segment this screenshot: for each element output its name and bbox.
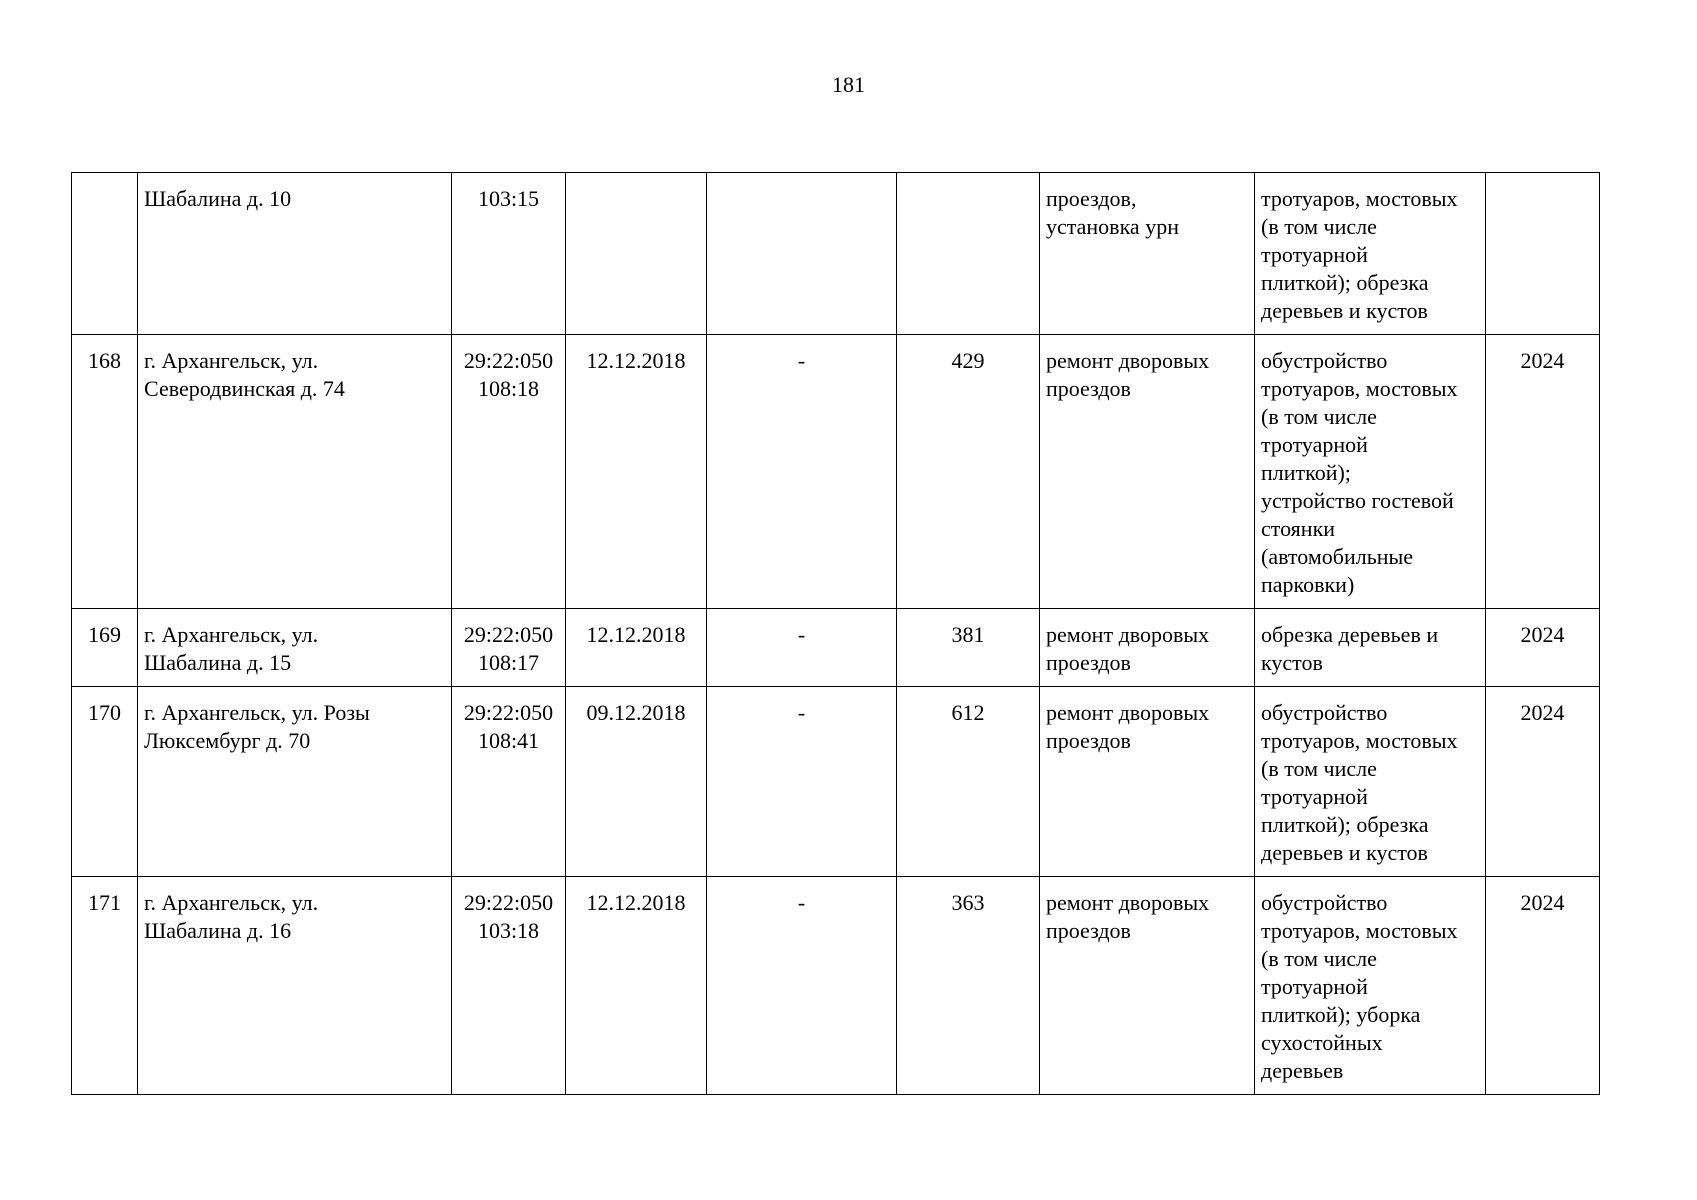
main-works-cell	[1040, 609, 1255, 687]
table-row	[72, 687, 1600, 877]
extra-column-value: -	[797, 348, 806, 373]
extra-column-cell	[707, 173, 897, 335]
row-number-cell	[72, 173, 138, 335]
date: 12.12.2018	[586, 348, 686, 373]
main-works: ремонт дворовых проездов	[1046, 348, 1210, 401]
year: 2024	[1520, 348, 1565, 373]
main-works-cell	[1040, 687, 1255, 877]
extra-column-value: -	[797, 700, 806, 725]
extra-column-cell	[707, 687, 897, 877]
address-cell	[138, 335, 452, 609]
improvement-registry-table	[71, 172, 1600, 1095]
address-cell	[138, 609, 452, 687]
date-cell	[566, 687, 707, 877]
row-number: 169	[88, 622, 121, 647]
additional-works-cell	[1255, 335, 1486, 609]
page-number: 181	[832, 72, 865, 97]
additional-works-cell	[1255, 877, 1486, 1095]
extra-column-cell	[707, 335, 897, 609]
address-cell	[138, 173, 452, 335]
main-works: проездов, установка урн	[1046, 186, 1179, 239]
main-works: ремонт дворовых проездов	[1046, 890, 1210, 943]
row-number-cell	[72, 609, 138, 687]
cadastral-number: 29:22:050 108:41	[463, 700, 554, 753]
cadastral-number-cell	[452, 877, 566, 1095]
year: 2024	[1520, 890, 1565, 915]
table-row	[72, 877, 1600, 1095]
row-number: 171	[88, 890, 121, 915]
extra-column-value: -	[797, 890, 806, 915]
address: г. Архангельск, ул. Шабалина д. 16	[144, 890, 319, 943]
cadastral-number-cell	[452, 687, 566, 877]
row-number: 168	[88, 348, 121, 373]
date: 12.12.2018	[586, 622, 686, 647]
date: 09.12.2018	[586, 700, 686, 725]
row-number-cell	[72, 687, 138, 877]
cadastral-number: 29:22:050 103:18	[463, 890, 554, 943]
year: 2024	[1520, 622, 1565, 647]
area: 612	[951, 700, 985, 725]
year-cell	[1486, 609, 1600, 687]
main-works-cell	[1040, 335, 1255, 609]
year-cell	[1486, 687, 1600, 877]
row-number-cell	[72, 877, 138, 1095]
table-row	[72, 335, 1600, 609]
address: г. Архангельск, ул. Северодвинская д. 74	[144, 348, 345, 401]
main-works-cell	[1040, 877, 1255, 1095]
additional-works-cell	[1255, 609, 1486, 687]
cadastral-number-cell	[452, 173, 566, 335]
area-cell	[897, 173, 1040, 335]
main-works: ремонт дворовых проездов	[1046, 622, 1210, 675]
year-cell	[1486, 877, 1600, 1095]
extra-column-cell	[707, 609, 897, 687]
additional-works-cell	[1255, 173, 1486, 335]
address: Шабалина д. 10	[144, 186, 292, 211]
date: 12.12.2018	[586, 890, 686, 915]
area: 363	[951, 890, 985, 915]
area: 381	[951, 622, 985, 647]
extra-column-cell	[707, 877, 897, 1095]
row-number-cell	[72, 335, 138, 609]
cadastral-number: 29:22:050 108:18	[463, 348, 554, 401]
extra-column-value: -	[797, 622, 806, 647]
main-works: ремонт дворовых проездов	[1046, 700, 1210, 753]
address-cell	[138, 877, 452, 1095]
additional-works: обрезка деревьев и кустов	[1261, 622, 1439, 675]
cadastral-number: 103:15	[477, 186, 540, 211]
additional-works: обустройство тротуаров, мостовых (в том числе тротуарной плиткой); обрезка деревьев и кустов	[1261, 700, 1458, 865]
year-cell	[1486, 335, 1600, 609]
area: 429	[951, 348, 985, 373]
date-cell	[566, 335, 707, 609]
row-number: 170	[88, 700, 121, 725]
additional-works: обустройство тротуаров, мостовых (в том числе тротуарной плиткой); устройство гостевой стоянки (автомобильные парковки)	[1261, 348, 1458, 597]
area-cell	[897, 335, 1040, 609]
date-cell	[566, 877, 707, 1095]
date-cell	[566, 609, 707, 687]
additional-works: тротуаров, мостовых (в том числе тротуарной плиткой); обрезка деревьев и кустов	[1261, 186, 1458, 323]
table-row	[72, 173, 1600, 335]
additional-works: обустройство тротуаров, мостовых (в том числе тротуарной плиткой); уборка сухостойных деревьев	[1261, 890, 1458, 1083]
area-cell	[897, 877, 1040, 1095]
table-row	[72, 609, 1600, 687]
date-cell	[566, 173, 707, 335]
cadastral-number: 29:22:050 108:17	[463, 622, 554, 675]
area-cell	[897, 609, 1040, 687]
address: г. Архангельск, ул. Розы Люксембург д. 70	[144, 700, 370, 753]
area-cell	[897, 687, 1040, 877]
main-works-cell	[1040, 173, 1255, 335]
year: 2024	[1520, 700, 1565, 725]
address: г. Архангельск, ул. Шабалина д. 15	[144, 622, 319, 675]
address-cell	[138, 687, 452, 877]
additional-works-cell	[1255, 687, 1486, 877]
cadastral-number-cell	[452, 335, 566, 609]
year-cell	[1486, 173, 1600, 335]
cadastral-number-cell	[452, 609, 566, 687]
